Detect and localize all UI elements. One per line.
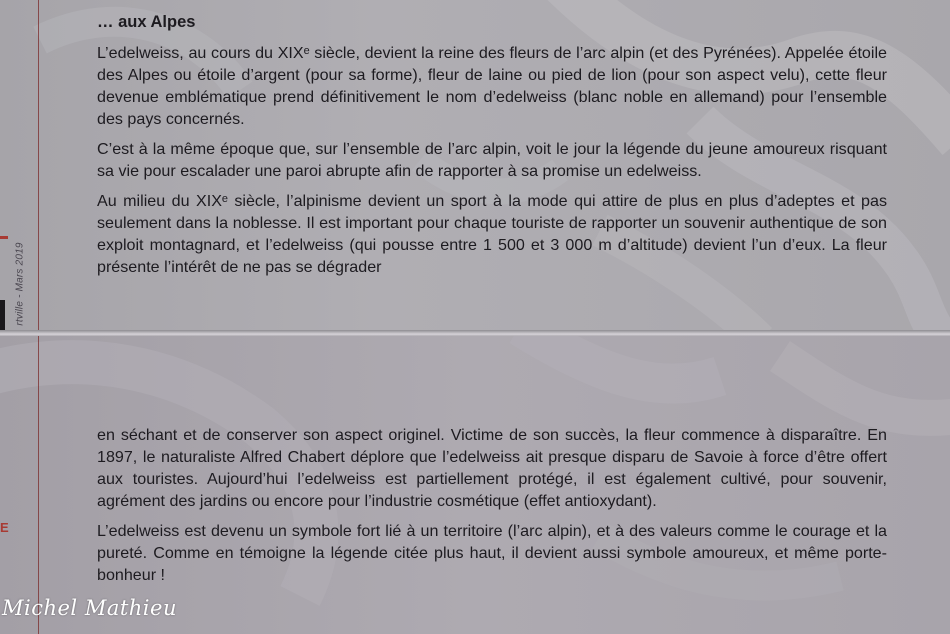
bottom-text-block [97,424,887,594]
paragraph: L’edelweiss est devenu un symbole fort lié à un territoire (l’arc alpin), et à des valeurs comme le courage et la pureté. Comme en témoigne la légende citée plus haut, il devient aussi symbole amoureux, et même porte-bonheur ! [97,522,887,584]
top-text-block [97,42,887,286]
section-heading: … aux Alpes [97,13,196,31]
side-caption [6,234,34,332]
paragraph: C’est à la même époque que, sur l’ensemble de l’arc alpin, voit le jour la légende du jeune amoureux risquant sa vie pour escalader une paroi abrupte afin de rapporter à sa promise un edelweiss. [97,140,887,180]
paragraph: L’edelweiss, au cours du XIXᵉ siècle, devient la reine des fleurs de l’arc alpin (et des Pyrénées). Appelée étoile des Alpes ou étoile d’argent (pour sa forme), fleur de laine ou pied de lion (pour son aspect velu), cette fleur devenue emblématique prend définitivement le nom d’edelweiss (blanc noble en allemand) pour l’ensemble des pays concernés. [97,44,887,128]
side-caption-text: rtville - Mars 2019 [14,242,26,326]
margin-rule [38,336,39,634]
paragraph: Au milieu du XIXᵉ siècle, l’alpinisme devient un sport à la mode qui attire de plus en plus d’adeptes et pas seulement dans la noblesse. Il est important pour chaque touriste de rapporter un souvenir authentique de son exploit montagnard, et l’edelweiss (qui pousse entre 1 500 et 3 000 m d’altitude) devient l’un d’eux. La fleur présente l’intérêt de ne pas se dégrader [97,192,887,276]
margin-black-mark [0,300,5,332]
paragraph: en séchant et de conserver son aspect originel. Victime de son succès, la fleur commence à disparaître. En 1897, le naturaliste Alfred Chabert déplore que l’edelweiss ait presque disparu de Savoie à force d’être offert aux touristes. Aujourd’hui l’edelweiss est partiellement protégé, il est également cultivé, pour souvenir, agrément des jardins ou encore pour l’industrie cosmétique (effet antioxydant). [97,426,887,510]
watermark-signature: Michel Mathieu [2,596,177,620]
margin-rule [38,0,39,332]
side-letter: E [0,520,9,535]
